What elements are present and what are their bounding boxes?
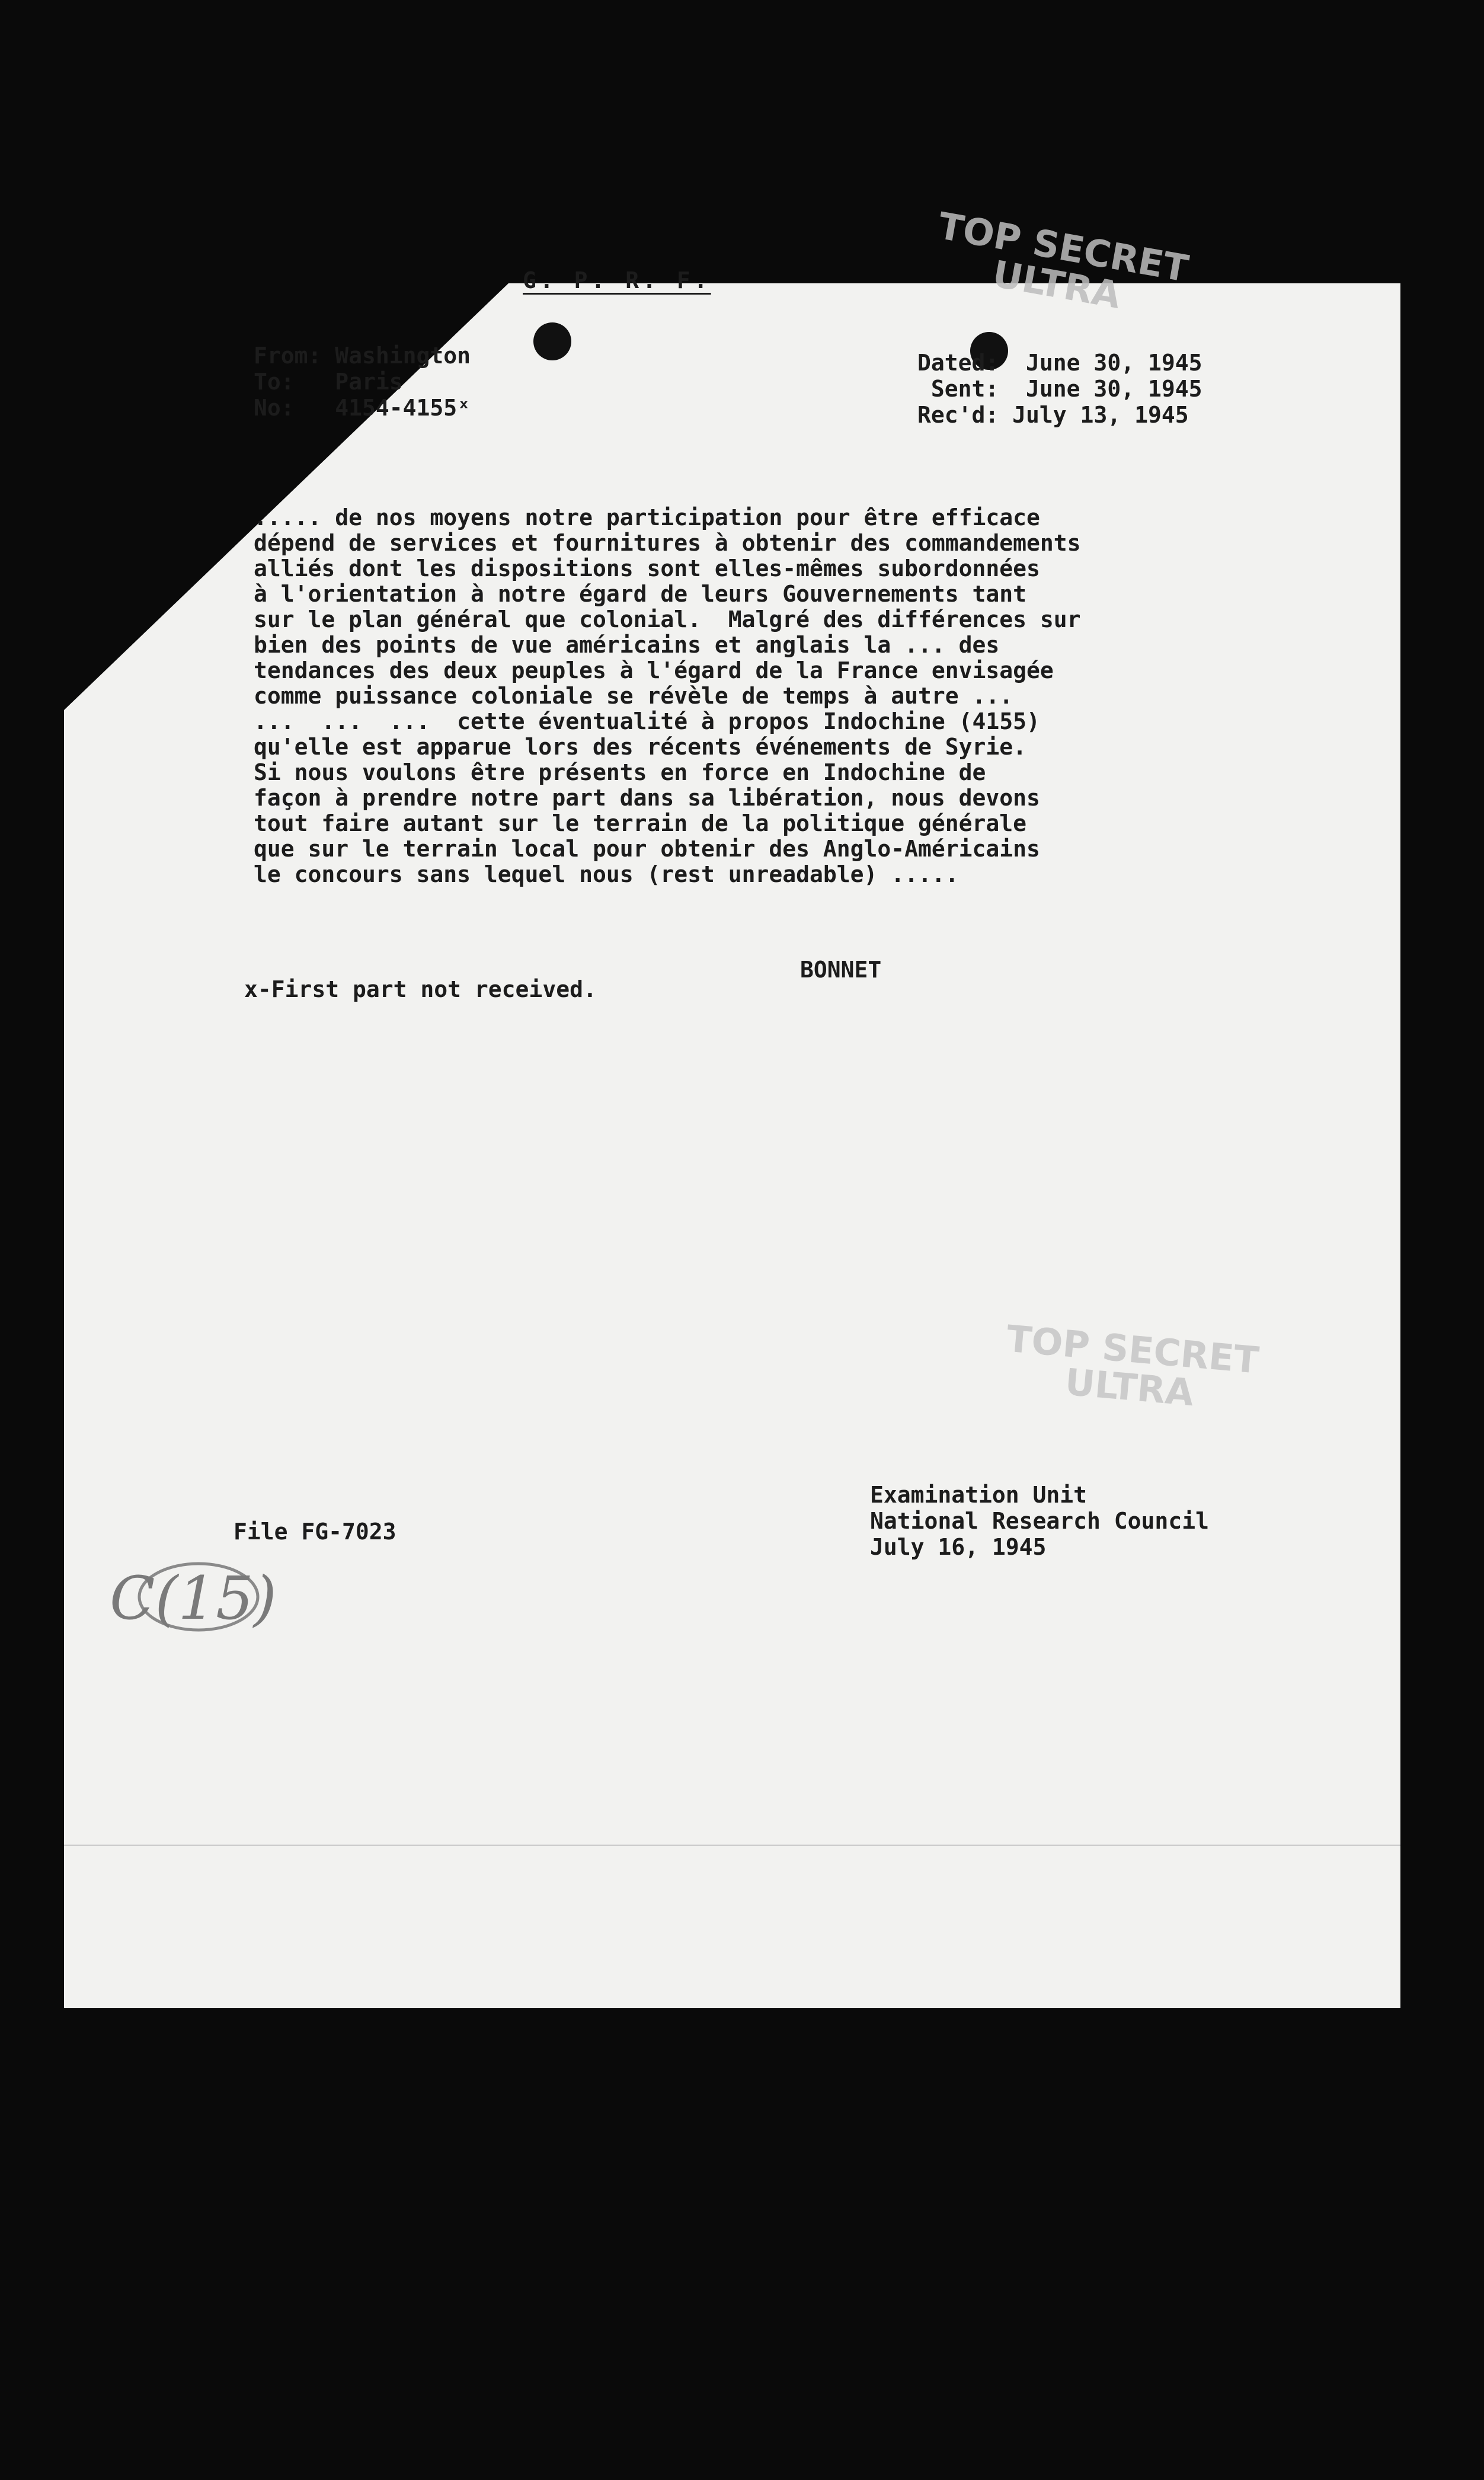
sent-label: Sent:: [930, 376, 999, 402]
body-line: Si nous voulons être présents en force en Indochine de: [254, 759, 986, 785]
message-body: [254, 505, 1081, 887]
routing-block: [254, 343, 471, 421]
body-line: ... ... ... cette éventualité à propos Indochine (4155): [254, 708, 1040, 734]
top-secret-stamp-lower: TOP SECRET ULTRA: [1005, 1316, 1261, 1415]
handwritten-note: [62, 1554, 277, 1649]
body-line: alliés dont les dispositions sont elles-mêmes subordonnées: [254, 555, 1040, 581]
body-line: dépend de services et fournitures à obtenir des commandements: [254, 530, 1081, 556]
sent-value: June 30, 1945: [1026, 376, 1202, 402]
message-number: 4154-4155ˣ: [335, 395, 471, 421]
body-line: comme puissance coloniale se révèle de temps à autre ...: [254, 683, 1013, 709]
exam-unit-line: National Research Council: [870, 1508, 1209, 1534]
handwritten-note-text: C(15): [110, 1564, 277, 1633]
body-line: tout faire autant sur le terrain de la politique générale: [254, 810, 1027, 836]
document-header: G. P. R. F.: [523, 267, 711, 293]
top-secret-stamp-upper: TOP SECRET ULTRA: [935, 203, 1192, 317]
body-line: le concours sans lequel nous (rest unreadable) .....: [254, 861, 959, 887]
body-line: bien des points de vue américains et anglais la ... des: [254, 632, 1000, 658]
body-line: à l'orientation à notre égard de leurs Gouvernements tant: [254, 581, 1027, 607]
recd-value: July 13, 1945: [1012, 402, 1189, 428]
to-value: Paris: [335, 369, 403, 395]
examination-unit-block: [870, 1482, 1209, 1560]
no-label: No:: [254, 395, 295, 421]
dated-value: June 30, 1945: [1026, 350, 1202, 376]
body-line: façon à prendre notre part dans sa libération, nous devons: [254, 785, 1040, 811]
exam-unit-date: July 16, 1945: [870, 1534, 1047, 1560]
body-line: ..... de nos moyens notre participation pour être efficace: [254, 504, 1040, 530]
footnote: x-First part not received.: [244, 976, 597, 1002]
to-label: To:: [254, 369, 295, 395]
dates-block: [917, 350, 1202, 428]
recd-label: Rec'd:: [917, 402, 999, 428]
punch-hole-left: [533, 322, 571, 360]
faint-rule-line: [64, 1845, 1400, 1846]
from-value: Washington: [335, 343, 471, 369]
body-line: qu'elle est apparue lors des récents événements de Syrie.: [254, 734, 1027, 760]
exam-unit-line: Examination Unit: [870, 1482, 1088, 1508]
from-label: From:: [254, 343, 322, 369]
body-line: tendances des deux peuples à l'égard de la France envisagée: [254, 657, 1054, 683]
body-line: sur le plan général que colonial. Malgré des différences sur: [254, 606, 1081, 632]
signature: BONNET: [800, 957, 882, 983]
body-line: que sur le terrain local pour obtenir des Anglo-Américains: [254, 836, 1040, 862]
file-reference: File FG-7023: [234, 1519, 396, 1545]
dated-label: Dated:: [917, 350, 999, 376]
